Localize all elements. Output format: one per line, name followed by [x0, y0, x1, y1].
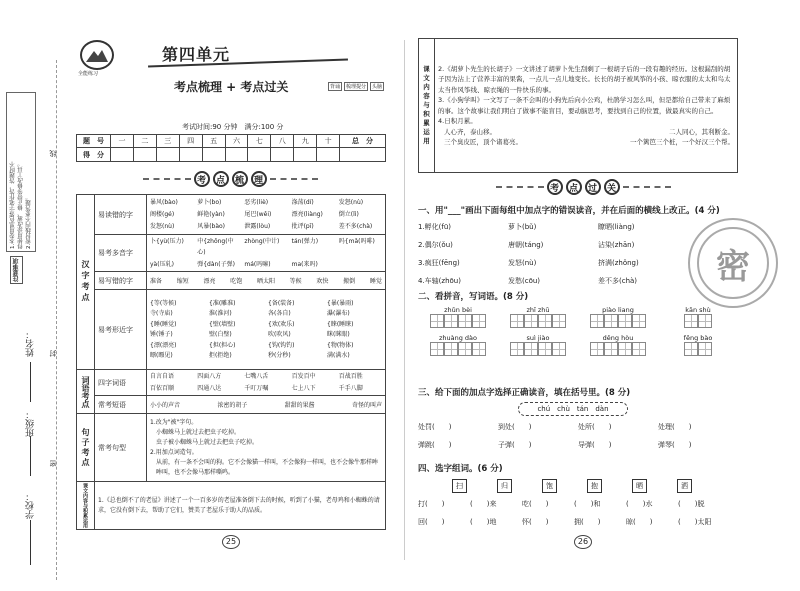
score-row-label: 得 分 — [77, 148, 111, 162]
pinyin: zhǔn bèi — [444, 306, 472, 314]
item: {睡(睡觉) — [150, 320, 177, 328]
row-content — [147, 370, 386, 396]
item: 漂亮 — [203, 278, 216, 285]
item: má(吗嘛) — [244, 261, 271, 268]
item: 尾巴(wěi) — [244, 211, 272, 218]
banner-dash — [496, 186, 544, 188]
school-label: 学校： — [26, 492, 36, 519]
review-row — [77, 396, 386, 414]
stamp-inner — [697, 227, 769, 299]
score-col: 一 — [111, 135, 134, 148]
pinyin-group[interactable] — [658, 306, 738, 328]
pinyin: zhī zhū — [526, 306, 550, 314]
item: 萝卜(bo) — [197, 199, 222, 206]
q3-item[interactable]: 处所( ) — [578, 423, 612, 431]
mi-label: 密 — [49, 460, 57, 467]
question-4 — [418, 458, 748, 527]
item: 吹(吹风) — [268, 331, 291, 338]
pinyin-row-2 — [418, 334, 748, 356]
row-content — [147, 235, 386, 272]
name-line[interactable] — [30, 362, 31, 402]
write-boxes[interactable] — [510, 314, 566, 328]
notice-line: 2.密封线内不要答题。 — [26, 194, 32, 249]
row-content — [147, 195, 386, 235]
score-cell[interactable] — [156, 148, 179, 162]
item: {壁(墙壁) — [209, 320, 236, 328]
section-label: 课文内容与积累运用 — [77, 482, 95, 530]
pinyin: suì jiào — [526, 334, 550, 342]
q4-row-2 — [418, 517, 748, 527]
q3-item[interactable]: 子弹( ) — [498, 441, 532, 449]
item: {暴(暴雨) — [327, 299, 354, 307]
left-page — [66, 38, 394, 561]
q3-item[interactable]: 到处( ) — [498, 423, 532, 431]
score-cell[interactable] — [225, 148, 248, 162]
item: 瞟(瞟见) — [150, 352, 173, 359]
q4-item[interactable]: ( )地 — [470, 518, 497, 526]
banner-kaodian-guoguan — [418, 176, 748, 198]
pinyin: kān shù — [685, 306, 711, 314]
item: 百战百胜 — [338, 373, 363, 380]
row-label: 常考句型 — [95, 414, 147, 482]
item: {等(等候) — [150, 299, 177, 307]
item: 暴风(bào) — [150, 199, 178, 206]
review-row — [77, 195, 386, 235]
q1-item[interactable]: 4.车轴(zhōu) — [418, 277, 461, 285]
review-row — [77, 290, 386, 370]
choice-box: chú chù tán dàn — [518, 402, 628, 416]
q1-item[interactable]: 萝卜(bǔ) — [508, 223, 537, 231]
row-label: 易考多音字 — [95, 235, 147, 272]
class-label: 班级： — [26, 410, 36, 437]
score-col: 十 — [317, 135, 340, 148]
item: 七嘴八舌 — [244, 373, 269, 380]
item: 自言自语 — [150, 373, 175, 380]
item: 准备 — [150, 278, 163, 285]
q1-item[interactable]: 2.偶尔(ǒu) — [418, 241, 453, 249]
banner-char: 点 — [213, 171, 229, 187]
q3-item[interactable]: 弹琴( ) — [658, 441, 692, 449]
item: 甜甜的果酱 — [284, 402, 315, 409]
section-label: 汉字考点 — [77, 195, 95, 370]
score-cell[interactable] — [133, 148, 156, 162]
char-box: 洒 — [677, 479, 692, 493]
item: {钩(钩钓) — [268, 341, 295, 349]
write-boxes[interactable] — [590, 314, 646, 328]
item: 发怒(nù) — [338, 199, 364, 206]
notice-line: 1.本卷用黑色签字笔作答，答题时不 — [10, 161, 16, 249]
q4-item[interactable]: 晾( ) — [626, 518, 653, 526]
char-box: 扫 — [452, 479, 467, 493]
char-box: 饱 — [542, 479, 557, 493]
pinyin: děng hòu — [602, 334, 634, 342]
row-label: 四字词语 — [95, 370, 147, 396]
item: 寺(寺庙) — [150, 310, 173, 317]
item: 弹{dàn(子弹) — [197, 261, 235, 268]
item: 小蜘蛛马上就过去把虫子吃掉。 — [156, 428, 241, 436]
item: ma(来吗) — [291, 261, 318, 268]
item: 满(满水) — [327, 352, 350, 359]
item: 批评(pī) — [291, 223, 314, 230]
xian-label: 线 — [49, 150, 57, 157]
q4-item[interactable]: ( )和 — [574, 500, 601, 508]
item: 欢快 — [316, 278, 329, 285]
char-box: 归 — [497, 479, 512, 493]
item: 百发百中 — [291, 373, 316, 380]
row-content — [435, 39, 738, 173]
item: 人心齐，泰山移。 — [444, 127, 496, 136]
score-cell[interactable] — [248, 148, 271, 162]
banner-char: 关 — [604, 179, 620, 195]
item: {欢(欢乐) — [268, 320, 295, 328]
item: 3.《小狗学叫》一文写了一条不会叫的小狗先后向小公鸡，杜鹃学习怎么叫，但是都给自己带来了麻烦的事。这个故事让我们明白了做事不能盲目，要动脑思考，要找到自己的位置，做最真实的自己。 — [438, 96, 731, 115]
question-title: 四、选字组词。(6 分) — [418, 464, 503, 474]
q1-item[interactable]: 差不多(chà) — [598, 277, 638, 285]
row-label: 易考形近字 — [95, 290, 147, 370]
row-content — [147, 396, 386, 414]
notice-char: 事 — [13, 264, 20, 270]
q1-item[interactable]: 1.孵化(fū) — [418, 223, 452, 231]
score-col: 二 — [133, 135, 156, 148]
score-header-row — [77, 135, 386, 148]
unit-title: 第四单元 — [162, 45, 231, 64]
row-content — [147, 414, 386, 482]
section-label: 课文内容与积累运用 — [419, 39, 435, 173]
review-row — [77, 272, 386, 290]
q4-item[interactable]: ( )太阳 — [678, 518, 712, 526]
school-line[interactable] — [30, 520, 31, 565]
item: 2.《胡萝卜先生的长胡子》一文讲述了胡萝卜先生刮剩了一根胡子后的一段有趣的经历。这根漏刮的胡子因为沾上了营养丰富的果酱，一点儿一点儿地变长。长长的胡子被风筝的小孩、晾衣服的太太和鸟太太当作风筝线、晾衣绳的一件快乐的事。 — [438, 64, 731, 94]
row-content: 1.《总也倒不了的老屋》讲述了一个一百多岁的老屋准备倒下去的时候，听到了小猫，老母鸡和小蜘蛛的请求，它没有倒下去，帮助了它们，赞美了老屋乐于助人的品质。 — [95, 482, 386, 530]
banner-dash — [270, 178, 318, 180]
question-3 — [418, 382, 748, 450]
item: 晒太阳 — [256, 278, 275, 285]
pinyin-group[interactable] — [418, 334, 498, 356]
item: 发怒(nù) — [150, 223, 175, 230]
notice-box — [6, 92, 36, 252]
item: 睡觉 — [369, 278, 382, 285]
banner-char: 考 — [194, 171, 210, 187]
pinyin-group[interactable] — [498, 306, 578, 328]
spine — [404, 40, 405, 560]
score-cell[interactable] — [271, 148, 294, 162]
item: 七上八下 — [291, 385, 316, 392]
char-box: 晒 — [632, 479, 647, 493]
question-2 — [418, 286, 748, 356]
score-cell[interactable] — [340, 148, 386, 162]
item: 风暴(bào) — [197, 223, 226, 230]
item: 漂亮(liàng) — [291, 211, 323, 218]
row-label: 易写错的字 — [95, 272, 147, 290]
score-col: 七 — [248, 135, 271, 148]
item: 虫子被小蜘蛛马上就过去把虫子吃掉。 — [156, 438, 259, 446]
exam-info: 考试时间:90 分钟 满分:100 分 — [182, 123, 284, 131]
item: 百依百顺 — [150, 385, 175, 392]
item: 1.改为"被"字句。 — [150, 418, 198, 426]
pinyin-group[interactable] — [578, 306, 658, 328]
q4-item[interactable]: ( )脱 — [678, 500, 705, 508]
item: {物(物体) — [327, 341, 354, 349]
write-boxes[interactable] — [684, 314, 712, 328]
q1-item[interactable]: 沾染(zhān) — [598, 241, 635, 249]
binding-strip — [0, 60, 60, 580]
pinyin: piào liang — [602, 306, 634, 314]
item: 泄露(lòu) — [244, 223, 271, 230]
section-label: 句子考点 — [77, 414, 95, 482]
item: {备(装备) — [268, 299, 295, 307]
score-col: 总 分 — [340, 135, 386, 148]
write-boxes[interactable] — [430, 314, 486, 328]
item: tán(弹力) — [291, 238, 319, 245]
q4-item[interactable]: 拥( ) — [574, 518, 601, 526]
review-table — [76, 194, 386, 530]
tag: 头脑 — [372, 84, 383, 90]
item: 二人同心，其利断金。 — [669, 127, 734, 136]
score-col: 四 — [179, 135, 202, 148]
item: 阁楼(gé) — [150, 211, 175, 218]
score-cell[interactable] — [179, 148, 202, 162]
pinyin: zhuàng dào — [438, 334, 478, 342]
question-title: 一、用"___"画出下面每组中加点字的错误读音，并在后面的横线上改正。(4 分) — [418, 206, 720, 216]
notice-title — [10, 256, 23, 284]
item: 2.用加点词造句。 — [150, 448, 198, 456]
banner-kaodian-shuli — [66, 168, 394, 190]
item: 眯(眯眼) — [327, 331, 350, 338]
notice-char: 意 — [13, 270, 20, 276]
item: 缩短 — [176, 278, 189, 285]
q1-item[interactable]: 唐朝(táng) — [508, 241, 544, 249]
item: 四通八达 — [197, 385, 222, 392]
q1-item[interactable]: 3.疯狂(fēng) — [418, 259, 460, 267]
item: 鲜艳(yàn) — [197, 211, 225, 218]
item: 奇怪的叫声 — [351, 402, 382, 409]
tag: 背诵 — [330, 84, 341, 90]
score-cell[interactable] — [202, 148, 225, 162]
score-value-row — [77, 148, 386, 162]
mountain-icon — [86, 48, 108, 62]
score-cell[interactable] — [317, 148, 340, 162]
q3-item[interactable]: 处罚( ) — [418, 423, 452, 431]
row-content — [147, 290, 386, 370]
right-page — [418, 38, 748, 561]
pinyin-row-1 — [418, 306, 748, 328]
tag: 梳理提分 — [346, 84, 367, 90]
pinyin-group[interactable] — [578, 334, 658, 356]
q3-item[interactable]: 弹跳( ) — [418, 441, 452, 449]
item: 壁(白璧) — [209, 331, 232, 338]
item: 瀑(瀑布) — [327, 310, 350, 317]
confidential-stamp — [688, 218, 778, 308]
banner-char: 考 — [547, 179, 563, 195]
row-content — [147, 272, 386, 290]
item: 千叮万嘱 — [244, 385, 269, 392]
banner-char: 过 — [585, 179, 601, 195]
review-row — [77, 414, 386, 482]
item: 锤(锤子) — [150, 331, 173, 338]
question-title: 二、看拼音，写词语。(8 分) — [418, 292, 529, 302]
pinyin-group[interactable] — [658, 334, 738, 356]
row-label: 易读错的字 — [95, 195, 147, 235]
question-title: 三、给下面的加点字选择正确读音，填在括号里。(8 分) — [418, 388, 631, 398]
class-line[interactable] — [30, 436, 31, 476]
score-col: 三 — [156, 135, 179, 148]
q4-item[interactable]: 怀( ) — [522, 518, 549, 526]
review-row — [77, 482, 386, 530]
logo-badge — [80, 40, 114, 70]
item: 4.日积月累。 — [438, 117, 477, 125]
write-boxes[interactable] — [684, 342, 712, 356]
content-row — [419, 39, 738, 173]
banner-dash — [143, 178, 191, 180]
score-cell[interactable] — [111, 148, 134, 162]
q3-grid — [418, 422, 748, 450]
item: zhòng(中计) — [244, 238, 280, 245]
item: 吃饱 — [230, 278, 243, 285]
item: 四面八方 — [197, 373, 222, 380]
q4-item[interactable]: 吃( ) — [522, 500, 549, 508]
item: {睐(睡睐) — [327, 320, 354, 328]
score-row-label: 题 号 — [77, 135, 111, 148]
item: {担(担心) — [209, 341, 236, 349]
char-box: 抱 — [587, 479, 602, 493]
pinyin: fēng bào — [683, 334, 713, 342]
banner-char: 理 — [251, 171, 267, 187]
item: 各(各自) — [268, 310, 291, 317]
item: {准(雕准) — [209, 299, 236, 307]
q1-item[interactable]: 发愁(cōu) — [508, 277, 541, 285]
pinyin-group[interactable] — [418, 306, 498, 328]
q4-item[interactable]: ( )水 — [626, 500, 653, 508]
q1-item[interactable]: 挤满(zhǒng) — [598, 259, 639, 267]
score-col: 九 — [294, 135, 317, 148]
q4-item[interactable]: 打( ) — [418, 500, 445, 508]
name-label: 姓名： — [26, 330, 36, 357]
notice-char: 注 — [13, 276, 20, 282]
page-number: 26 — [574, 535, 592, 549]
item: 千手八脚 — [338, 385, 363, 392]
q4-item[interactable]: 回( ) — [418, 518, 445, 526]
item: 中{zhōng(中心) — [197, 238, 234, 256]
item: 涤荡(dí) — [291, 199, 314, 206]
notice-line: 得使用涂改液、修正带等修改工具。 — [18, 161, 24, 249]
item: 小小的声音 — [150, 402, 181, 409]
notice-char: 项 — [13, 258, 20, 264]
q1-item[interactable]: 瞭晒(liàng) — [598, 223, 635, 231]
score-col: 八 — [271, 135, 294, 148]
item: 浓密的胡子 — [217, 402, 248, 409]
score-col: 六 — [225, 135, 248, 148]
item: 淮(淮河) — [209, 310, 232, 317]
item: 从前，有一条不会叫的狗。它不会像猫一样叫，不会像狗一样叫，也不会像牛那样哞哞叫，也不会像马那样嘶鸣。 — [156, 458, 379, 476]
write-boxes[interactable] — [430, 342, 486, 356]
write-boxes[interactable] — [590, 342, 646, 356]
item: 搬倒 — [343, 278, 356, 285]
item: 差不多(chà) — [338, 223, 373, 230]
item: 恶劣(liè) — [244, 199, 269, 206]
section-label: 词语考点 — [77, 370, 95, 414]
banner-char: 点 — [566, 179, 582, 195]
item: 吗{mǎ(吗啡) — [338, 238, 375, 245]
feng-label: 封 — [49, 350, 57, 357]
item: 三个臭皮匠，顶个诸葛亮。 — [444, 138, 522, 146]
char-row — [452, 479, 748, 493]
review-row — [77, 235, 386, 272]
page-number: 25 — [222, 535, 240, 549]
item: 拒(拒绝) — [209, 352, 232, 359]
banner-dash — [623, 186, 671, 188]
q4-row-1 — [418, 499, 748, 509]
notice-lines — [7, 93, 35, 251]
q4-item[interactable]: ( )来 — [470, 500, 497, 508]
score-col: 五 — [202, 135, 225, 148]
cut-line — [56, 60, 57, 580]
score-table — [76, 134, 386, 162]
logo-text: 全能练习 — [78, 71, 99, 77]
review-row — [77, 370, 386, 396]
stamp-text: 密 — [716, 246, 750, 287]
item: 等候 — [289, 278, 302, 285]
pinyin-group[interactable] — [498, 334, 578, 356]
tag-row — [328, 82, 384, 91]
item: 秒(分秒) — [268, 352, 291, 359]
item: 一个篱笆三个桩，一个好汉三个帮。 — [630, 138, 734, 146]
subtitle: 考点梳理 + 考点过关 — [174, 80, 289, 94]
q3-item[interactable]: 处理( ) — [658, 423, 692, 431]
item: yà(压轧) — [150, 261, 174, 268]
item: 卜{yù(压力) — [150, 238, 184, 245]
item: 倒立(lì) — [338, 211, 359, 218]
write-boxes[interactable] — [510, 342, 566, 356]
score-cell[interactable] — [294, 148, 317, 162]
q3-item[interactable]: 导弹( ) — [578, 441, 612, 449]
text-content-table — [418, 38, 738, 173]
q1-item[interactable]: 发怒(nù) — [508, 259, 537, 267]
item: {漂(漂亮) — [150, 341, 177, 349]
row-label: 常考短语 — [95, 396, 147, 414]
banner-char: 梳 — [232, 171, 248, 187]
